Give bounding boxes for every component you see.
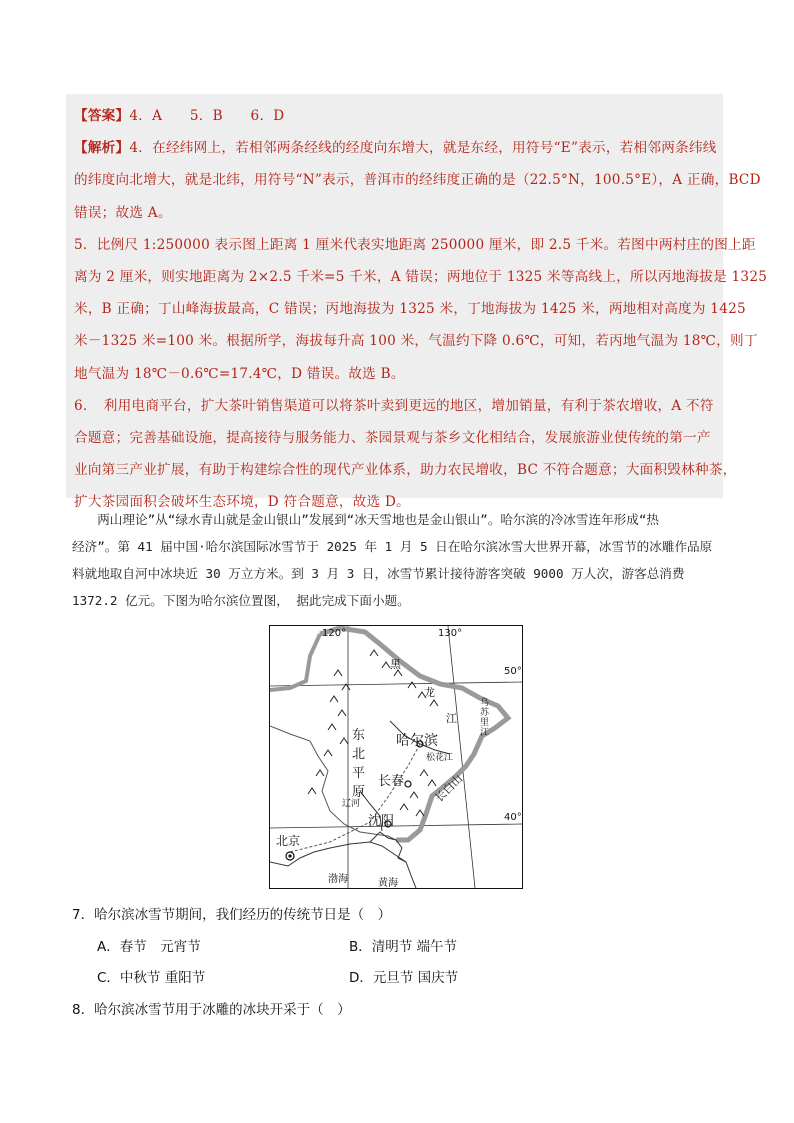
answer-analysis-box: [66, 94, 768, 511]
label-shenyang: 沈阳: [368, 814, 395, 829]
passage-line: 经济”。第 41 届中国·哈尔滨国际冰雪节于 2025 年 1 月 5 日在哈尔滨冰雪大世界开幕，冰雪节的冰雕作品原: [72, 539, 713, 554]
harbin-location-map: [269, 625, 523, 889]
passage-line: 1372.2 亿元。下图为哈尔滨位置图， 据此完成下面小题。: [72, 593, 410, 608]
answer-label: 【答案】: [74, 108, 130, 124]
lat-label-40: 40°: [504, 812, 522, 823]
analysis-text: 4．在经纬网上，若相邻两条经线的经度向东增大，就是东经，用符号“E”表示，若相邻两条纬线: [129, 140, 717, 157]
passage-line: 料就地取自河中冰块近 30 万立方米。到 3 月 3 日，冰雪节累计接待游客突破 9000 万人次，游客总消费: [72, 566, 685, 581]
lon-label-120: 120°: [322, 628, 347, 639]
analysis-label: 【解析】: [74, 140, 130, 157]
border-west: [270, 634, 320, 690]
analysis-line: 扩大茶园面积会破坏生态环境，D 符合题意，故选 D。: [74, 494, 411, 511]
label-beijing: 北京: [276, 834, 301, 848]
question-7-option-c[interactable]: C．中秋节 重阳节: [97, 970, 206, 986]
question-8-stem: 8．哈尔滨冰雪节用于冰雕的冰块开采于（ ）: [72, 1002, 351, 1018]
label-harbin: 哈尔滨: [396, 733, 438, 749]
analysis-line: [74, 132, 721, 164]
question-7-option-a[interactable]: A．春节 元宵节: [97, 939, 201, 955]
beijing-marker-dot: [288, 854, 291, 857]
label-yellow-sea: 黄海: [378, 878, 398, 889]
analysis-line: 业向第三产业扩展，有助于构建综合性的现代产业体系，助力农民增收，BC 不符合题意；大面积毁林种茶，: [74, 462, 737, 479]
analysis-line: 米－1325 米=100 米。根据所学，海拔每升高 100 米，气温约下降 0.6℃，可知，若丙地气温为 18℃，则丁: [74, 333, 758, 350]
analysis-line: 米，B 正确；丁山峰海拔最高，C 错误；丙地海拔为 1325 米，丁地海拔为 1425 米，两地相对高度为 1425: [74, 301, 746, 318]
lat-label-50: 50°: [504, 666, 522, 677]
question-7-stem: 7．哈尔滨冰雪节期间，我们经历的传统节日是（ ）: [72, 907, 392, 923]
label-jiang: 江: [446, 712, 457, 725]
analysis-line: 离为 2 厘米，则实地距离为 2×2.5 千米=5 千米，A 错误；两地位于 1325 米等高线上，所以丙地海拔是 1325: [74, 269, 768, 286]
parallel-40: [270, 824, 522, 828]
label-liao-river: 辽河: [342, 799, 361, 809]
parallel-50: [270, 682, 522, 686]
label-songhua-river: 松花江: [426, 753, 454, 763]
label-northeast-plain: 东北平原: [352, 728, 366, 800]
analysis-line: 合题意；完善基础设施，提高接待与服务能力、茶园景观与茶乡文化相结合，发展旅游业使传统的第一产: [74, 430, 711, 447]
label-changbai-mountains: 长白山: [432, 772, 466, 805]
label-wusuli-river: 乌苏里江: [480, 698, 490, 738]
analysis-line: 地气温为 18℃－0.6℃=17.4℃，D 错误。故选 B。: [74, 365, 405, 382]
changchun-marker: [405, 781, 411, 787]
label-changchun: 长春: [378, 774, 405, 789]
analysis-line: 的纬度向北增大，就是北纬，用符号“N”表示，普洱市的经纬度正确的是（22.5°N，100.5°E），A 正确，BCD: [74, 172, 761, 189]
question-7-option-d[interactable]: D．元旦节 国庆节: [349, 970, 459, 986]
analysis-line: 错误；故选 A。: [74, 204, 172, 221]
label-hei: 黑: [390, 658, 401, 671]
label-long: 龙: [424, 686, 435, 699]
answer-line: [74, 100, 721, 132]
lon-label-130: 130°: [438, 628, 463, 639]
analysis-line: 6． 利用电商平台，扩大茶叶销售渠道可以将茶叶卖到更远的地区，增加销量，有利于茶农增收，A 不符: [74, 397, 714, 414]
question-7-option-b[interactable]: B．清明节 端午节: [349, 939, 458, 955]
answer-value: 4．A 5．B 6．D: [129, 108, 285, 124]
analysis-line: 5．比例尺 1:250000 表示图上距离 1 厘米代表实地距离 250000 厘米，即 2.5 千米。若图中两村庄的图上距: [74, 236, 756, 253]
passage-line: 两山理论”从“绿水青山就是金山银山”发展到“冰天雪地也是金山银山”。哈尔滨的冷冰雪连年形成“热: [72, 512, 660, 527]
reading-passage: [72, 506, 724, 614]
label-bohai-sea: 渤海: [328, 874, 348, 885]
